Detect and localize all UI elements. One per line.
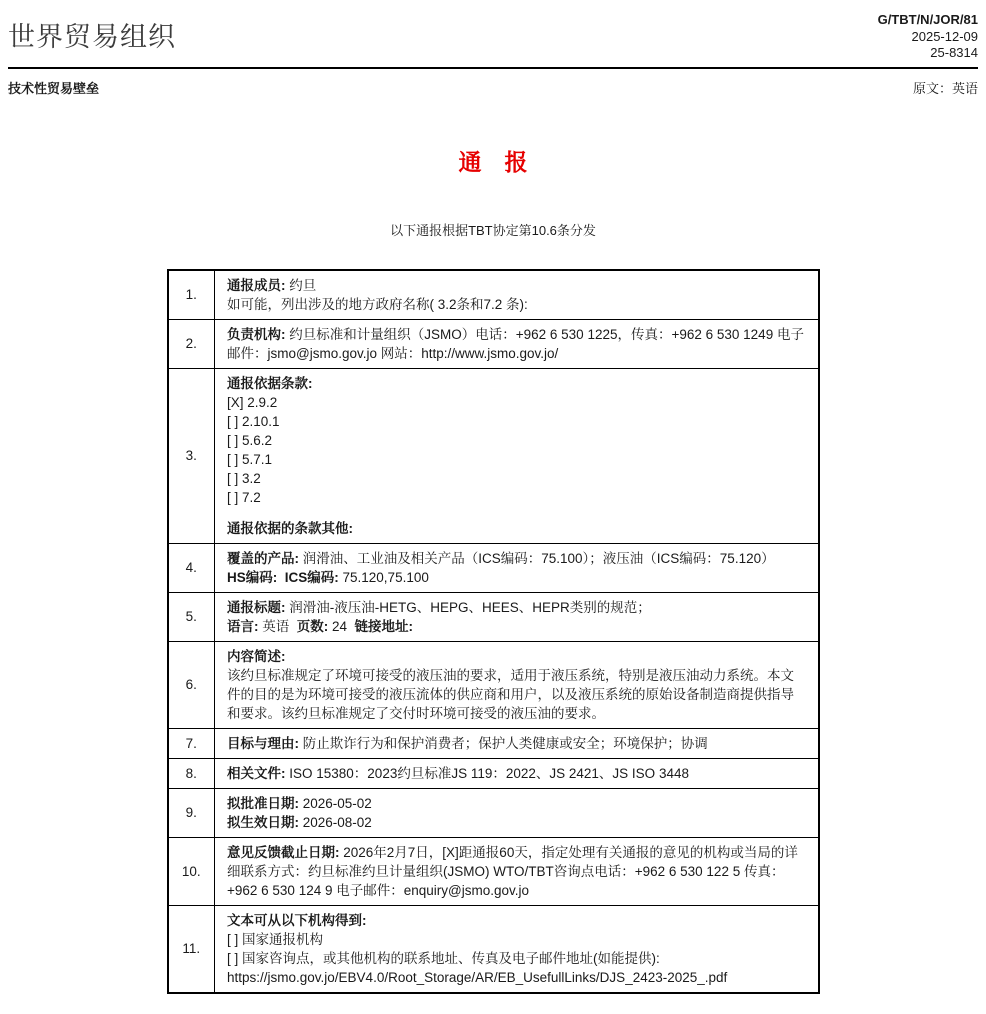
row-number: 7.	[168, 728, 215, 758]
row-number: 6.	[168, 641, 215, 728]
table-row	[168, 788, 819, 837]
text-line	[227, 764, 806, 783]
text-line	[227, 519, 806, 538]
field-label: 文本可从以下机构得到:	[227, 912, 367, 928]
field-value: 约旦标准和计量组织（JSMO）电话：+962 6 530 1225，传真：+962 6 530 1249 电子邮件：jsmo@jsmo.gov.jo 网站：http://www.jsmo.gov.jo/	[227, 326, 804, 361]
field-label: 意见反馈截止日期:	[227, 844, 340, 860]
field-label: 内容简述:	[227, 648, 286, 664]
row-number: 4.	[168, 543, 215, 592]
table-row	[168, 905, 819, 993]
header-divider	[8, 67, 978, 69]
text-line	[227, 843, 806, 900]
row-content	[215, 543, 819, 592]
field-value	[277, 570, 285, 585]
field-label: 覆盖的产品:	[227, 550, 299, 566]
field-value: [ ] 国家通报机构	[227, 931, 324, 947]
field-value: 2026-05-02	[299, 795, 372, 811]
distribution-note: 以下通报根据TBT协定第10.6条分发	[390, 222, 596, 238]
field-label: 目标与理由:	[227, 735, 299, 751]
doc-ref: 25-8314	[930, 45, 978, 60]
row-content	[215, 592, 819, 641]
doc-meta	[878, 10, 978, 62]
table-row	[168, 837, 819, 905]
field-label: 相关文件:	[227, 765, 286, 781]
field-value: https://jsmo.gov.jo/EBV4.0/Root_Storage/AR/EB_UsefullLinks/DJS_2423-2025_.pdf	[227, 969, 728, 985]
text-line	[227, 450, 806, 469]
field-value: [ ] 国家咨询点，或其他机构的联系地址、传真及电子邮件地址(如能提供):	[227, 950, 660, 966]
row-content	[215, 758, 819, 788]
row-content	[215, 319, 819, 368]
field-value: [ ] 5.6.2	[227, 432, 273, 448]
field-label: 通报依据条款:	[227, 375, 313, 391]
row-number: 8.	[168, 758, 215, 788]
field-value: 英语	[258, 618, 297, 634]
notification-title: 通 报	[458, 148, 528, 175]
table-row	[168, 592, 819, 641]
text-line	[227, 412, 806, 431]
text-line	[227, 949, 806, 968]
document-header	[8, 10, 978, 62]
table-row	[168, 319, 819, 368]
row-number: 2.	[168, 319, 215, 368]
text-line	[227, 325, 806, 363]
field-label: 语言:	[227, 618, 259, 634]
row-content	[215, 837, 819, 905]
field-value: 2026-08-02	[299, 814, 372, 830]
header-subrow	[8, 78, 978, 97]
field-value: [ ] 5.7.1	[227, 451, 273, 467]
field-label: ICS编码:	[284, 569, 339, 585]
row-number: 3.	[168, 368, 215, 543]
text-line	[227, 568, 806, 587]
field-value: 该约旦标准规定了环境可接受的液压油的要求，适用于液压系统，特别是液压油动力系统。本文件的目的是为环境可接受的液压流体的供应商和用户，以及液压系统的原始设备制造商提供指导和要求。该约旦标准规定了交付时环境可接受的液压油的要求。	[227, 667, 794, 721]
text-line	[227, 488, 806, 507]
row-number: 9.	[168, 788, 215, 837]
text-line	[227, 598, 806, 617]
row-content	[215, 641, 819, 728]
field-value: 75.120,75.100	[338, 569, 429, 585]
row-number: 1.	[168, 270, 215, 320]
text-line	[227, 666, 806, 723]
field-label: 链接地址:	[354, 618, 414, 634]
field-label: 页数:	[296, 618, 329, 634]
field-value: 24	[328, 618, 355, 634]
doc-date: 2025-12-09	[911, 28, 978, 44]
committee-label: 技术性贸易壁垒	[8, 80, 100, 96]
field-value: [ ] 7.2	[227, 489, 261, 505]
field-label: 拟生效日期:	[227, 814, 299, 830]
text-line	[227, 374, 806, 393]
row-content	[215, 368, 819, 543]
table-row	[168, 758, 819, 788]
table-row	[168, 368, 819, 543]
text-line	[227, 813, 806, 832]
text-line	[227, 617, 806, 636]
row-content	[215, 270, 819, 320]
blank-line	[227, 507, 806, 519]
field-label: 拟批准日期:	[227, 795, 299, 811]
text-line	[227, 968, 806, 987]
text-line	[227, 794, 806, 813]
text-line	[227, 276, 806, 295]
table-row	[168, 543, 819, 592]
text-line	[227, 393, 806, 412]
field-value: [ ] 2.10.1	[227, 413, 280, 429]
row-number: 10.	[168, 837, 215, 905]
field-label: 负责机构:	[227, 326, 286, 342]
field-value: 如可能，列出涉及的地方政府名称( 3.2条和7.2 条):	[227, 296, 528, 312]
notification-table-body	[168, 270, 819, 993]
text-line	[227, 911, 806, 930]
table-row	[168, 641, 819, 728]
text-line	[227, 295, 806, 314]
field-value: [X] 2.9.2	[227, 394, 278, 410]
field-value: 约旦	[285, 277, 317, 293]
field-label: 通报依据的条款其他:	[227, 520, 353, 536]
field-label: 通报成员:	[227, 277, 286, 293]
text-line	[227, 469, 806, 488]
text-line	[227, 431, 806, 450]
org-title: 世界贸易组织	[8, 22, 176, 52]
doc-number: G/TBT/N/JOR/81	[877, 12, 978, 27]
text-line	[227, 647, 806, 666]
row-number: 11.	[168, 905, 215, 993]
table-row	[168, 270, 819, 320]
row-content	[215, 905, 819, 993]
row-number: 5.	[168, 592, 215, 641]
text-line	[227, 734, 806, 753]
field-value: 2026年2月7日，[X]距通报60天，指定处理有关通报的意见的机构或当局的详细联系方式：约旦标准约旦计量组织(JSMO) WTO/TBT咨询点电话：+962 6 530 122 5 传真：+962 6 530 124 9 电子邮件：enquiry@jsmo.gov.jo	[227, 844, 798, 898]
field-value: 防止欺诈行为和保护消费者；保护人类健康或安全；环境保护；协调	[299, 735, 708, 751]
field-value: 润滑油、工业油及相关产品（ICS编码：75.100）；液压油（ICS编码：75.120）	[299, 550, 775, 566]
table-row	[168, 728, 819, 758]
field-label: HS编码:	[227, 569, 278, 585]
row-content	[215, 788, 819, 837]
row-content	[215, 728, 819, 758]
notification-table	[167, 269, 820, 994]
field-value: 润滑油-液压油-HETG、HEPG、HEES、HEPR类别的规范；	[285, 599, 651, 615]
text-line	[227, 549, 806, 568]
original-language-label: 原文：英语	[912, 80, 978, 96]
field-label: 通报标题:	[227, 599, 286, 615]
field-value: ISO 15380：2023约旦标准JS 119：2022、JS 2421、JS ISO 3448	[285, 765, 689, 781]
field-value: [ ] 3.2	[227, 470, 261, 486]
text-line	[227, 930, 806, 949]
